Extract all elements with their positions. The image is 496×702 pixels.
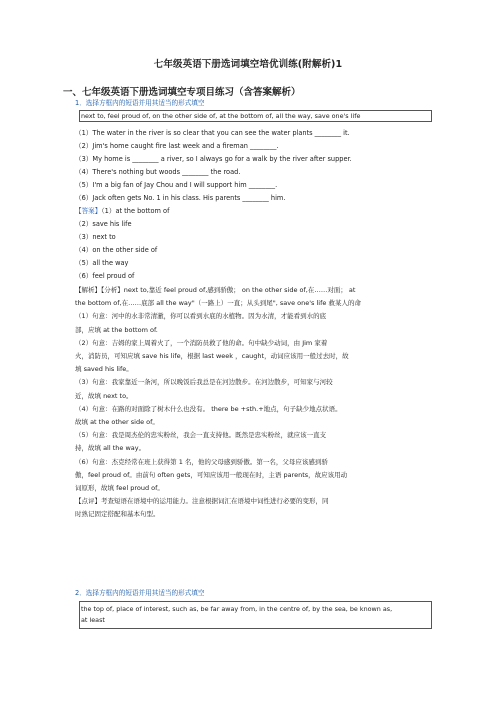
answer-item: （1）at the bottom of — [101, 207, 170, 215]
question-1-word-box: next to, feel proud of, on the other side of, at the bottom of, all the way, save one's life — [79, 110, 432, 122]
answer-item: （3）next to — [75, 233, 116, 241]
analysis-line: （3）句意：我家靠近一条河，所以晚饭后我总是在河边散步。在河边散步，可知家与河较 — [75, 378, 333, 387]
analysis-line: 词原形，故填 feel proud of。 — [75, 484, 164, 493]
question-1-item: （1）The water in the river is so clear that you can see the water plants ________ it. — [75, 129, 350, 137]
question-1-item: （2）Jim's home caught fire last week and a fireman ________. — [75, 142, 279, 150]
analysis-line: 故填 at the other side of。 — [75, 418, 159, 427]
analysis-line: （4）句意：在路的对面除了树木什么也没有。 there be +sth.+地点，句子缺少地点状语。 — [75, 404, 342, 413]
page-title: 七年级英语下册选词填空培优训练(附解析)1 — [153, 59, 343, 70]
analysis-line: 时熟记固定搭配和基本句型。 — [75, 510, 160, 519]
analysis-line: 【解析】【分析】next to,靠近 feel proud of,感到骄傲； on the other side of,在……对面； at — [75, 286, 356, 294]
analysis-line: 【点评】考查短语在语境中的运用能力。注意根据词汇在语境中词性进行必要的变形，同 — [75, 497, 329, 506]
analysis-line: （2）句意：吉姆的家上周着火了，一个消防员救了他的命。句中缺少动词，由 Jim 家着 — [75, 338, 328, 347]
question-2-word-box — [79, 601, 432, 629]
answer-item: （4）on the other side of — [75, 246, 158, 254]
answer-line — [75, 206, 445, 216]
analysis-line: 持，故填 all the way。 — [75, 444, 146, 453]
analysis-line: 傲，feel proud of。由前句 often gets，可知应该用一般现在时，主语 parents，故应该用动 — [75, 470, 348, 479]
analysis-line: 火，消防员，可知应填 save his life，根据 last week ，caught，动词应该用一般过去时，故 — [75, 352, 349, 361]
section-heading: 一、七年级英语下册选词填空专项目练习（含答案解析） — [63, 87, 301, 98]
question-1-item: （3）My home is ________ a river, so I always go for a walk by the river after supper. — [75, 155, 352, 163]
analysis-line: （6）句意：杰克经常在班上获得第 1 名，他的父母感到骄傲。第一名，父母应该感到骄 — [75, 457, 328, 466]
analysis-line: 部，应填 at the bottom of. — [75, 325, 158, 334]
analysis-line: 近，故填 next to。 — [75, 391, 133, 400]
analysis-line: 填 saved his life。 — [75, 365, 133, 374]
analysis-line: （1）句意：河中的水非常清澈，你可以看到水底的水植物。因为水清，才能看到水的底 — [75, 312, 327, 321]
question-1-item: （5）I'm a big fan of Jay Chou and I will support him ________. — [75, 181, 278, 189]
question-1-prompt: 1．选择方框内的短语并用其适当的形式填空 — [75, 99, 205, 107]
answer-item: （2）save his life — [75, 220, 132, 228]
word-box-line: at least — [81, 616, 105, 624]
analysis-line: the bottom of,在……底部 all the way"（一路上）一直；从头到尾", save one's life 救某人的命 — [75, 299, 361, 308]
analysis-line: （5）句意：我是周杰伦的忠实粉丝，我会一直支持他。既然是忠实粉丝，就应该一直支 — [75, 431, 327, 440]
answer-item: （6）feel proud of — [75, 272, 135, 280]
question-1-item: （6）Jack often gets No. 1 in his class. His parents ________ him. — [75, 194, 286, 202]
word-box-line: the top of, place of interest, such as, be far away from, in the centre of, by the sea, be known as, — [81, 605, 393, 613]
question-1-item: （4）There's nothing but woods ________ the road. — [75, 168, 241, 176]
answer-item: （5）all the way — [75, 259, 129, 267]
answer-label: 【答案】 — [75, 207, 102, 215]
analysis-block — [75, 284, 432, 522]
question-2-prompt: 2．选择方框内的短语并用其适当的形式填空 — [75, 589, 205, 597]
